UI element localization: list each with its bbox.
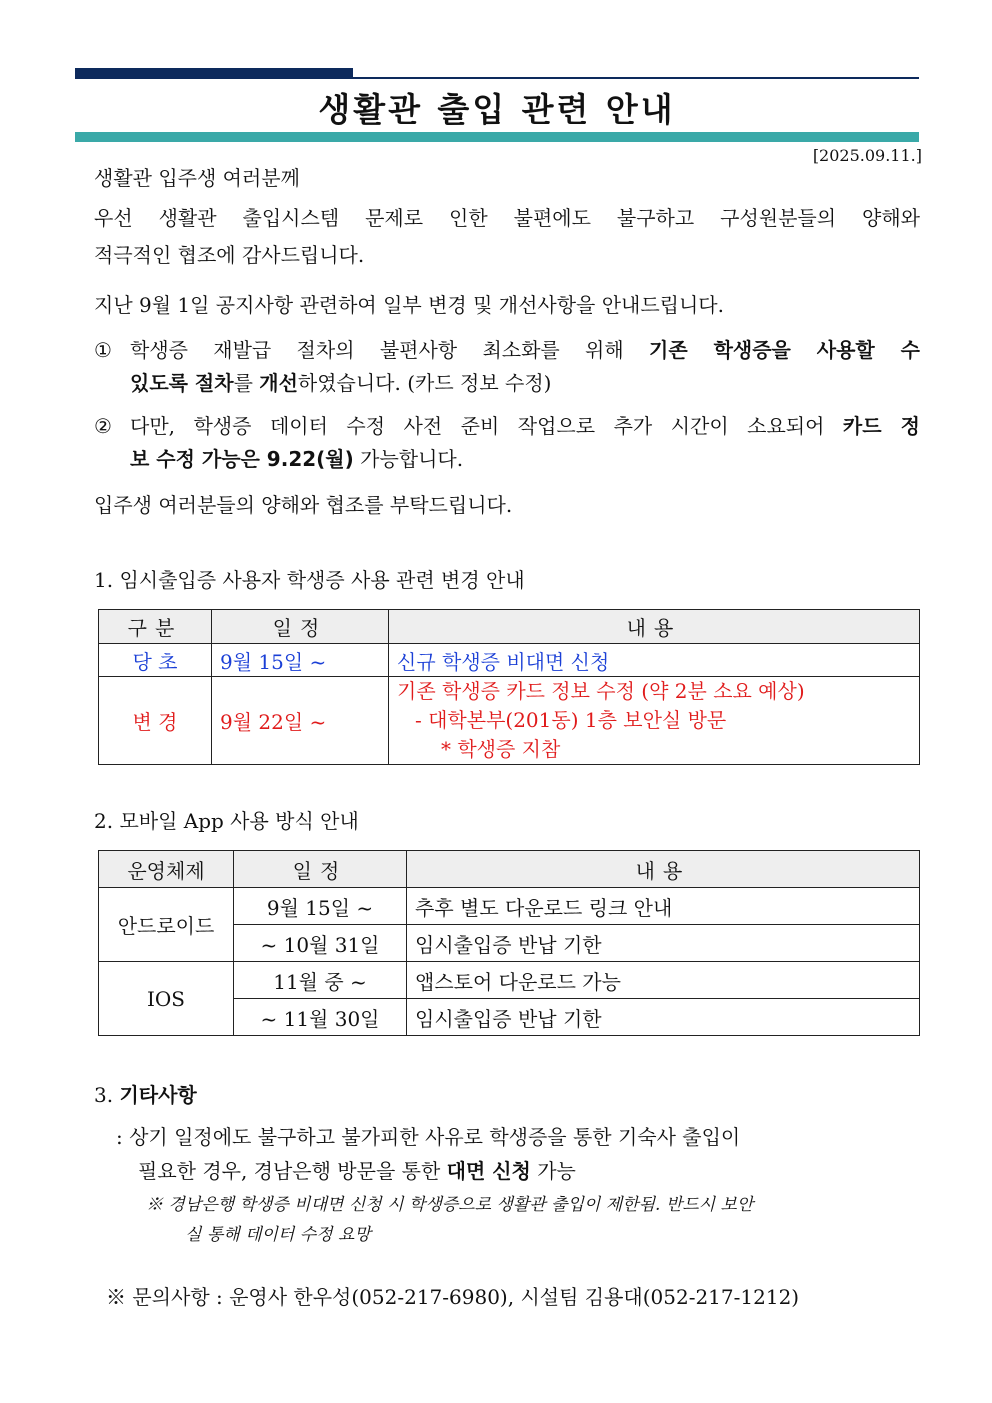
notice-line: 지난 9월 1일 공지사항 관련하여 일부 변경 및 개선사항을 안내드립니다. <box>94 293 724 317</box>
intro-line-2: 적극적인 협조에 감사드립니다. <box>94 243 365 267</box>
table-header-row <box>99 610 920 644</box>
notice-item-2 <box>94 410 920 476</box>
os-cell: IOS <box>99 962 234 1036</box>
closing-line: 입주생 여러분들의 양해와 협조를 부탁드립니다. <box>94 493 513 517</box>
section-3-title <box>94 1079 197 1108</box>
document-date: [2025.09.11.] <box>812 146 922 165</box>
row-content: 추후 별도 다운로드 링크 안내 <box>407 888 920 925</box>
intro-line-1: 우선 생활관 출입시스템 문제로 인한 불편에도 불구하고 구성원분들의 양해와 <box>94 206 920 230</box>
misc-text: 필요한 경우, 경남은행 방문을 통한 <box>138 1159 447 1183</box>
table-row <box>99 962 920 999</box>
content-line: 기존 학생증 카드 정보 수정 (약 2분 소요 예상) <box>397 679 805 703</box>
item-text: 다만, 학생증 데이터 수정 사전 준비 작업으로 추가 시간이 소요되어 <box>130 414 843 438</box>
misc-line-2 <box>138 1155 576 1184</box>
contact-line: ※ 문의사항 : 운영사 한우성(052-217-6980), 시설팀 김용대(052-217-1212) <box>106 1285 800 1309</box>
item-bold-text: 기존 학생증을 사용할 수 <box>649 338 920 362</box>
note-line-2: 실 통해 데이터 수정 요망 <box>185 1225 371 1245</box>
content-line: - 대학본부(201동) 1층 보안실 방문 <box>415 708 727 732</box>
row-date: ~ 10월 31일 <box>234 925 407 962</box>
section-number: 3. <box>94 1083 114 1107</box>
row-date: 11월 중 ~ <box>234 962 407 999</box>
table-row <box>99 888 920 925</box>
section-1-title: 1. 임시출입증 사용자 학생증 사용 관련 변경 안내 <box>94 568 525 592</box>
row-content: 앱스토어 다운로드 가능 <box>407 962 920 999</box>
misc-line-1: : 상기 일정에도 불구하고 불가피한 사유로 학생증을 통한 기숙사 출입이 <box>116 1125 741 1149</box>
item-number: ① <box>94 338 112 362</box>
change-table <box>98 609 920 765</box>
app-table <box>98 850 920 1036</box>
item-text: 학생증 재발급 절차의 불편사항 최소화를 위해 <box>130 338 650 362</box>
item-bold-text: 개선 <box>259 371 298 395</box>
table-row <box>99 644 920 677</box>
table-row <box>99 677 920 765</box>
section-2-title: 2. 모바일 App 사용 방식 안내 <box>94 809 359 833</box>
row-date: 9월 15일 ~ <box>234 888 407 925</box>
item-bold-text: 있도록 절차 <box>130 371 234 395</box>
item-text: 가능합니다. <box>353 447 464 471</box>
content-line: * 학생증 지참 <box>441 737 561 761</box>
row-date: 9월 15일 ~ <box>212 644 389 677</box>
row-content: 임시출입증 반납 기한 <box>407 925 920 962</box>
item-text: 하였습니다. (카드 정보 수정) <box>297 371 552 395</box>
misc-text: 가능 <box>530 1159 576 1183</box>
row-date: ~ 11월 30일 <box>234 999 407 1036</box>
section-heading: 기타사항 <box>119 1083 197 1107</box>
table-header-row <box>99 851 920 888</box>
os-cell: 안드로이드 <box>99 888 234 962</box>
item-bold-text: 보 수정 가능은 9.22(월) <box>130 447 354 471</box>
item-bold-text: 카드 정 <box>842 414 920 438</box>
row-type: 변 경 <box>99 677 212 765</box>
row-content: 임시출입증 반납 기한 <box>407 999 920 1036</box>
misc-bold-text: 대면 신청 <box>446 1159 531 1183</box>
notice-item-1 <box>94 334 920 400</box>
header-content: 내용 <box>407 851 920 888</box>
item-text: 를 <box>233 371 260 395</box>
header-os: 운영체제 <box>99 851 234 888</box>
header-type: 구분 <box>99 610 212 644</box>
header-bar-thin <box>353 77 919 79</box>
document-title: 생활관 출입 관련 안내 <box>318 90 676 129</box>
note-line-1: ※ 경남은행 학생증 비대면 신청 시 학생증으로 생활관 출입이 제한됨. 반드시 보안 <box>146 1195 754 1215</box>
title-underline-bar <box>75 132 919 142</box>
row-content: 신규 학생증 비대면 신청 <box>389 644 920 677</box>
greeting: 생활관 입주생 여러분께 <box>94 166 300 190</box>
header-bar-thick <box>75 68 353 79</box>
row-type: 당 초 <box>99 644 212 677</box>
header-date: 일정 <box>212 610 389 644</box>
row-content <box>389 677 920 765</box>
header-date: 일정 <box>234 851 407 888</box>
header-content: 내용 <box>389 610 920 644</box>
row-date: 9월 22일 ~ <box>212 677 389 765</box>
item-number: ② <box>94 414 112 438</box>
